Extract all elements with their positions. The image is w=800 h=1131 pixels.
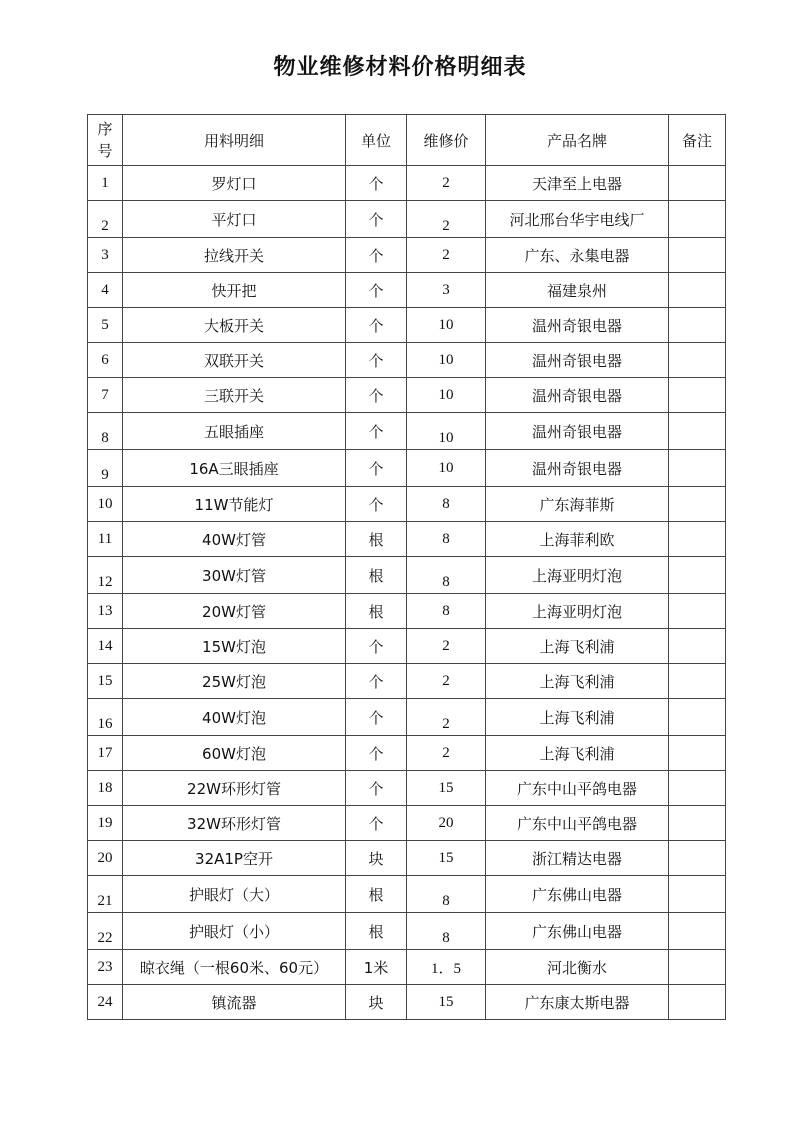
row-note <box>669 985 726 1020</box>
row-price: 15 <box>407 771 486 806</box>
table-row <box>88 629 726 664</box>
row-brand: 天津至上电器 <box>486 166 669 201</box>
row-brand: 福建泉州 <box>486 273 669 308</box>
row-note <box>669 594 726 629</box>
row-brand: 广东康太斯电器 <box>486 985 669 1020</box>
row-price: 15 <box>407 841 486 876</box>
row-number: 5 <box>88 308 123 343</box>
header-seq <box>88 115 123 166</box>
row-note <box>669 557 726 594</box>
row-note <box>669 913 726 950</box>
table-row <box>88 985 726 1020</box>
row-number: 11 <box>88 522 123 557</box>
row-material: 40W灯管 <box>123 522 346 557</box>
row-material: 双联开关 <box>123 343 346 378</box>
row-brand: 上海飞利浦 <box>486 699 669 736</box>
row-number: 22 <box>88 913 123 950</box>
row-unit: 个 <box>346 699 407 736</box>
row-unit: 个 <box>346 736 407 771</box>
row-number: 21 <box>88 876 123 913</box>
row-price: 8 <box>407 487 486 522</box>
row-unit: 个 <box>346 378 407 413</box>
row-price: 8 <box>407 913 486 950</box>
row-brand: 上海飞利浦 <box>486 629 669 664</box>
row-unit: 个 <box>346 201 407 238</box>
row-brand: 河北衡水 <box>486 950 669 985</box>
header-note: 备注 <box>669 115 726 166</box>
row-price: 8 <box>407 522 486 557</box>
row-number: 18 <box>88 771 123 806</box>
row-unit: 个 <box>346 450 407 487</box>
row-brand: 河北邢台华宇电线厂 <box>486 201 669 238</box>
row-note <box>669 238 726 273</box>
table-row <box>88 308 726 343</box>
row-unit: 个 <box>346 343 407 378</box>
page-title: 物业维修材料价格明细表 <box>273 55 527 80</box>
row-unit: 1米 <box>346 950 407 985</box>
row-material: 晾衣绳（一根60米、60元） <box>123 950 346 985</box>
row-number: 23 <box>88 950 123 985</box>
row-unit: 个 <box>346 413 407 450</box>
row-note <box>669 841 726 876</box>
row-material: 30W灯管 <box>123 557 346 594</box>
row-number: 8 <box>88 413 123 450</box>
row-material: 32A1P空开 <box>123 841 346 876</box>
price-table <box>87 114 726 1020</box>
row-note <box>669 308 726 343</box>
row-number: 2 <box>88 201 123 238</box>
table-row <box>88 343 726 378</box>
row-number: 13 <box>88 594 123 629</box>
table-row <box>88 913 726 950</box>
row-material: 40W灯泡 <box>123 699 346 736</box>
row-price: 8 <box>407 876 486 913</box>
row-note <box>669 950 726 985</box>
row-unit: 根 <box>346 913 407 950</box>
row-brand: 上海亚明灯泡 <box>486 594 669 629</box>
row-note <box>669 201 726 238</box>
row-brand: 浙江精达电器 <box>486 841 669 876</box>
table-row <box>88 201 726 238</box>
table-row <box>88 273 726 308</box>
row-material: 五眼插座 <box>123 413 346 450</box>
row-unit: 根 <box>346 594 407 629</box>
row-number: 10 <box>88 487 123 522</box>
table-row <box>88 736 726 771</box>
row-price: 2 <box>407 664 486 699</box>
row-price: 10 <box>407 450 486 487</box>
row-material: 拉线开关 <box>123 238 346 273</box>
row-price: 2 <box>407 629 486 664</box>
row-material: 15W灯泡 <box>123 629 346 664</box>
row-unit: 块 <box>346 985 407 1020</box>
row-brand: 广东佛山电器 <box>486 876 669 913</box>
row-material: 16A三眼插座 <box>123 450 346 487</box>
row-price: 1．5 <box>407 950 486 985</box>
row-number: 17 <box>88 736 123 771</box>
row-brand: 温州奇银电器 <box>486 343 669 378</box>
header-unit: 单位 <box>346 115 407 166</box>
row-note <box>669 166 726 201</box>
row-unit: 根 <box>346 876 407 913</box>
row-unit: 个 <box>346 308 407 343</box>
row-material: 三联开关 <box>123 378 346 413</box>
row-price: 10 <box>407 308 486 343</box>
row-price: 2 <box>407 201 486 238</box>
row-brand: 上海飞利浦 <box>486 664 669 699</box>
table-row <box>88 487 726 522</box>
table-row <box>88 771 726 806</box>
row-price: 2 <box>407 166 486 201</box>
row-price: 10 <box>407 343 486 378</box>
row-material: 22W环形灯管 <box>123 771 346 806</box>
table-row <box>88 594 726 629</box>
row-material: 护眼灯（小） <box>123 913 346 950</box>
row-note <box>669 413 726 450</box>
table-row <box>88 806 726 841</box>
row-number: 3 <box>88 238 123 273</box>
row-unit: 块 <box>346 841 407 876</box>
header-seq-bottom: 号 <box>97 142 113 160</box>
row-number: 7 <box>88 378 123 413</box>
row-price: 10 <box>407 378 486 413</box>
row-note <box>669 343 726 378</box>
row-brand: 上海亚明灯泡 <box>486 557 669 594</box>
table-row <box>88 238 726 273</box>
row-material: 罗灯口 <box>123 166 346 201</box>
header-brand: 产品名牌 <box>486 115 669 166</box>
row-note <box>669 699 726 736</box>
row-unit: 个 <box>346 629 407 664</box>
row-note <box>669 378 726 413</box>
row-unit: 个 <box>346 166 407 201</box>
row-price: 2 <box>407 238 486 273</box>
table-row <box>88 450 726 487</box>
row-material: 大板开关 <box>123 308 346 343</box>
row-brand: 广东中山平鸽电器 <box>486 771 669 806</box>
row-note <box>669 273 726 308</box>
row-material: 25W灯泡 <box>123 664 346 699</box>
row-material: 快开把 <box>123 273 346 308</box>
row-material: 护眼灯（大） <box>123 876 346 913</box>
row-brand: 广东海菲斯 <box>486 487 669 522</box>
row-material: 60W灯泡 <box>123 736 346 771</box>
row-number: 4 <box>88 273 123 308</box>
row-note <box>669 450 726 487</box>
row-note <box>669 629 726 664</box>
row-number: 20 <box>88 841 123 876</box>
table-row <box>88 664 726 699</box>
table-header-row <box>88 115 726 166</box>
row-material: 11W节能灯 <box>123 487 346 522</box>
row-brand: 广东佛山电器 <box>486 913 669 950</box>
table-row <box>88 841 726 876</box>
row-material: 平灯口 <box>123 201 346 238</box>
row-price: 2 <box>407 699 486 736</box>
row-unit: 个 <box>346 487 407 522</box>
row-number: 16 <box>88 699 123 736</box>
row-note <box>669 876 726 913</box>
row-number: 9 <box>88 450 123 487</box>
table-row <box>88 166 726 201</box>
row-brand: 上海飞利浦 <box>486 736 669 771</box>
table-row <box>88 413 726 450</box>
row-brand: 广东、永集电器 <box>486 238 669 273</box>
row-unit: 个 <box>346 771 407 806</box>
row-price: 8 <box>407 557 486 594</box>
row-price: 8 <box>407 594 486 629</box>
row-note <box>669 487 726 522</box>
header-seq-top: 序 <box>97 120 113 138</box>
row-brand: 温州奇银电器 <box>486 378 669 413</box>
row-brand: 温州奇银电器 <box>486 450 669 487</box>
row-unit: 个 <box>346 664 407 699</box>
table-row <box>88 378 726 413</box>
row-material: 镇流器 <box>123 985 346 1020</box>
table-row <box>88 950 726 985</box>
row-note <box>669 806 726 841</box>
header-material: 用料明细 <box>123 115 346 166</box>
row-price: 15 <box>407 985 486 1020</box>
row-number: 12 <box>88 557 123 594</box>
row-material: 20W灯管 <box>123 594 346 629</box>
row-number: 24 <box>88 985 123 1020</box>
row-number: 14 <box>88 629 123 664</box>
row-unit: 个 <box>346 273 407 308</box>
row-price: 10 <box>407 413 486 450</box>
row-unit: 根 <box>346 557 407 594</box>
table-row <box>88 699 726 736</box>
table-row <box>88 876 726 913</box>
row-brand: 广东中山平鸽电器 <box>486 806 669 841</box>
row-number: 19 <box>88 806 123 841</box>
row-note <box>669 736 726 771</box>
row-number: 6 <box>88 343 123 378</box>
row-material: 32W环形灯管 <box>123 806 346 841</box>
row-brand: 上海菲利欧 <box>486 522 669 557</box>
row-price: 3 <box>407 273 486 308</box>
row-note <box>669 664 726 699</box>
row-note <box>669 771 726 806</box>
row-unit: 根 <box>346 522 407 557</box>
row-unit: 个 <box>346 238 407 273</box>
header-price: 维修价 <box>407 115 486 166</box>
table-body <box>88 166 726 1020</box>
row-price: 20 <box>407 806 486 841</box>
row-note <box>669 522 726 557</box>
row-brand: 温州奇银电器 <box>486 308 669 343</box>
row-unit: 个 <box>346 806 407 841</box>
row-price: 2 <box>407 736 486 771</box>
table-row <box>88 557 726 594</box>
row-number: 1 <box>88 166 123 201</box>
row-brand: 温州奇银电器 <box>486 413 669 450</box>
table-row <box>88 522 726 557</box>
row-number: 15 <box>88 664 123 699</box>
